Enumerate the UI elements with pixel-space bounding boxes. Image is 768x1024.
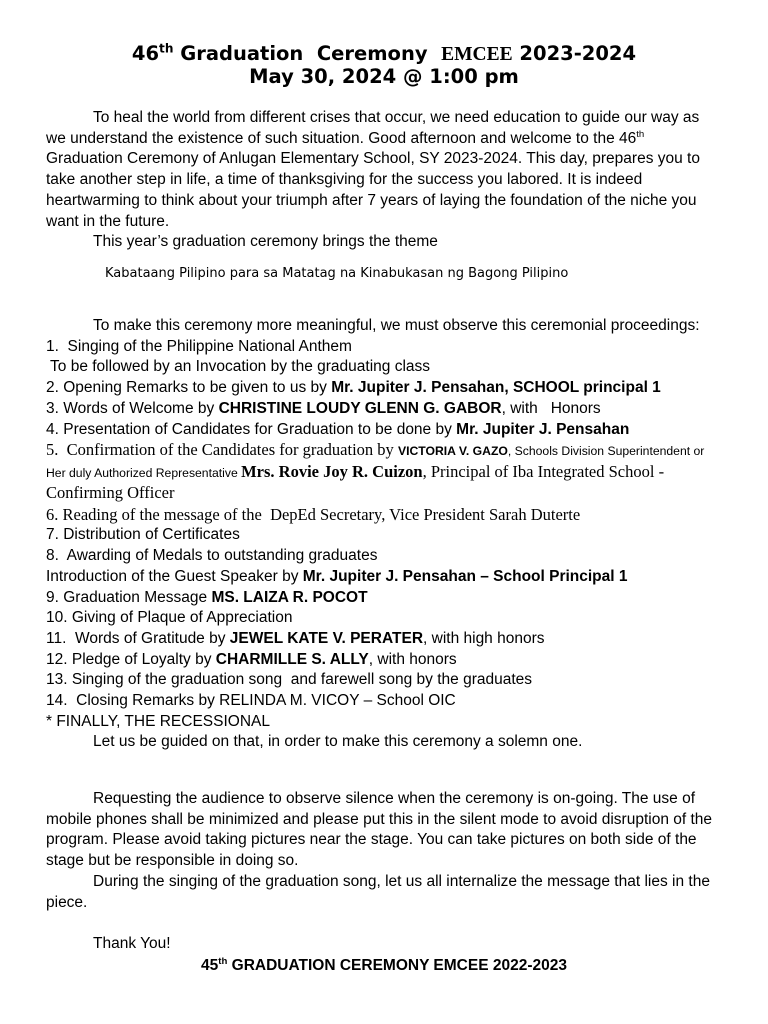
footer-title (0, 956, 768, 977)
item-person: CHRISTINE LOUDY GLENN G. GABOR (218, 399, 502, 417)
song-paragraph: During the singing of the graduation song, let us all internalize the message that lies in the piece. (46, 872, 710, 911)
footer-text: GRADUATION CEREMONY EMCEE 2022-2023 (227, 957, 567, 974)
footer-number: 45 (201, 957, 219, 974)
title-main: Graduation Ceremony (173, 42, 442, 65)
page-subtitle: May 30, 2024 @ 1:00 pm (249, 65, 519, 88)
program-item-8: 8. Awarding of Medals to outstanding graduates (46, 547, 378, 565)
program-item-14: 14. Closing Remarks by RELINDA M. VICOY – School OIC (46, 692, 456, 710)
item-person: MS. LAIZA R. POCOT (211, 588, 368, 606)
program-item-1: 1. Singing of the Philippine National Anthem (46, 337, 352, 355)
item-person: Mr. Jupiter J. Pensahan (456, 420, 630, 438)
title-number: 46 (131, 42, 160, 65)
silence-paragraph: Requesting the audience to observe silence when the ceremony is on-going. The use of mobile phones shall be minimized and please put this in the silent mode to avoid disruption of the program. Please avoid taking pictures near the stage. You can take pictures on both side of the stage but be responsible in doing so. (46, 790, 713, 870)
item-text: , Schools Division Superintendent or Her duly Authorized Representative (46, 444, 705, 480)
item-text: Introduction of the Guest Speaker by (46, 567, 303, 585)
program-item-5 (46, 440, 722, 505)
item-text: 9. Graduation Message (46, 588, 212, 606)
program-item-1b: To be followed by an Invocation by the graduating class (46, 358, 431, 376)
thank-you: Thank You! (93, 935, 171, 952)
intro-text-b: Graduation Ceremony of Anlugan Elementary School, SY 2023-2024. This day, prepares you to take another step in life, a time of thanksgiving for the success you labored. It is indeed heartwarming to think about your triumph after 7 years of laying the foundation of the niche you want in the future. (46, 129, 705, 230)
intro-text-a: To heal the world from different crises that occur, we need education to guide our way as we understand the existence of such situation. Good afternoon and welcome to the 46 (46, 109, 700, 147)
item-person: JEWEL KATE V. PERATER (229, 629, 424, 647)
item-text: , Principal of Iba Integrated School - Confirming Officer (46, 461, 665, 503)
program-item-11 (46, 629, 722, 650)
program-item-3 (46, 399, 722, 420)
item-text: 12. Pledge of Loyalty by (46, 650, 216, 668)
item-person: VICTORIA V. GAZO (397, 444, 508, 459)
page-title (0, 42, 768, 66)
item-person: CHARMILLE S. ALLY (215, 650, 369, 668)
intro-superscript: th (636, 128, 645, 140)
theme-intro: This year’s graduation ceremony brings the theme (93, 233, 438, 251)
item-text: , with honors (368, 650, 457, 668)
item-text: 2. Opening Remarks to be given to us by (46, 379, 332, 397)
program-item-8b (46, 567, 722, 588)
program-section (46, 316, 722, 753)
intro-paragraph (46, 108, 722, 232)
closing-section (46, 789, 722, 913)
item-text: 11. Words of Gratitude by (46, 629, 230, 647)
guided-line: Let us be guided on that, in order to make this ceremony a solemn one. (93, 733, 583, 751)
item-text: 3. Words of Welcome by (46, 399, 219, 417)
program-item-13: 13. Singing of the graduation song and farewell song by the graduates (46, 671, 533, 689)
program-item-9 (46, 588, 722, 609)
program-item-7: 7. Distribution of Certificates (46, 526, 240, 544)
title-superscript: th (159, 41, 174, 56)
item-text: 5. Confirmation of the Candidates for graduation by (46, 440, 398, 460)
item-person: Mr. Jupiter J. Pensahan – School Principal 1 (302, 567, 628, 585)
footer-superscript: th (218, 955, 228, 967)
item-text: 4. Presentation of Candidates for Graduation to be done by (46, 420, 457, 438)
intro-section (46, 108, 722, 253)
program-item-2 (46, 378, 722, 399)
item-text: , with high honors (423, 629, 545, 647)
program-item-12 (46, 650, 722, 671)
item-person: Mrs. Rovie Joy R. Cuizon (241, 461, 423, 481)
program-item-6: 6. Reading of the message of the DepEd Secretary, Vice President Sarah Duterte (46, 504, 581, 524)
title-year: 2023-2024 (512, 42, 637, 65)
program-item-4 (46, 420, 722, 441)
item-person: Mr. Jupiter J. Pensahan, SCHOOL principal 1 (331, 379, 661, 397)
recessional-line: * FINALLY, THE RECESSIONAL (46, 712, 270, 730)
program-item-10: 10. Giving of Plaque of Appreciation (46, 609, 293, 627)
program-intro: To make this ceremony more meaningful, we must observe this ceremonial proceedings: (93, 317, 700, 334)
theme-text: Kabataang Pilipino para sa Matatag na Kinabukasan ng Bagong Pilipino (105, 266, 569, 281)
item-text: , with Honors (501, 399, 601, 417)
title-emcee: EMCEE (441, 44, 513, 65)
